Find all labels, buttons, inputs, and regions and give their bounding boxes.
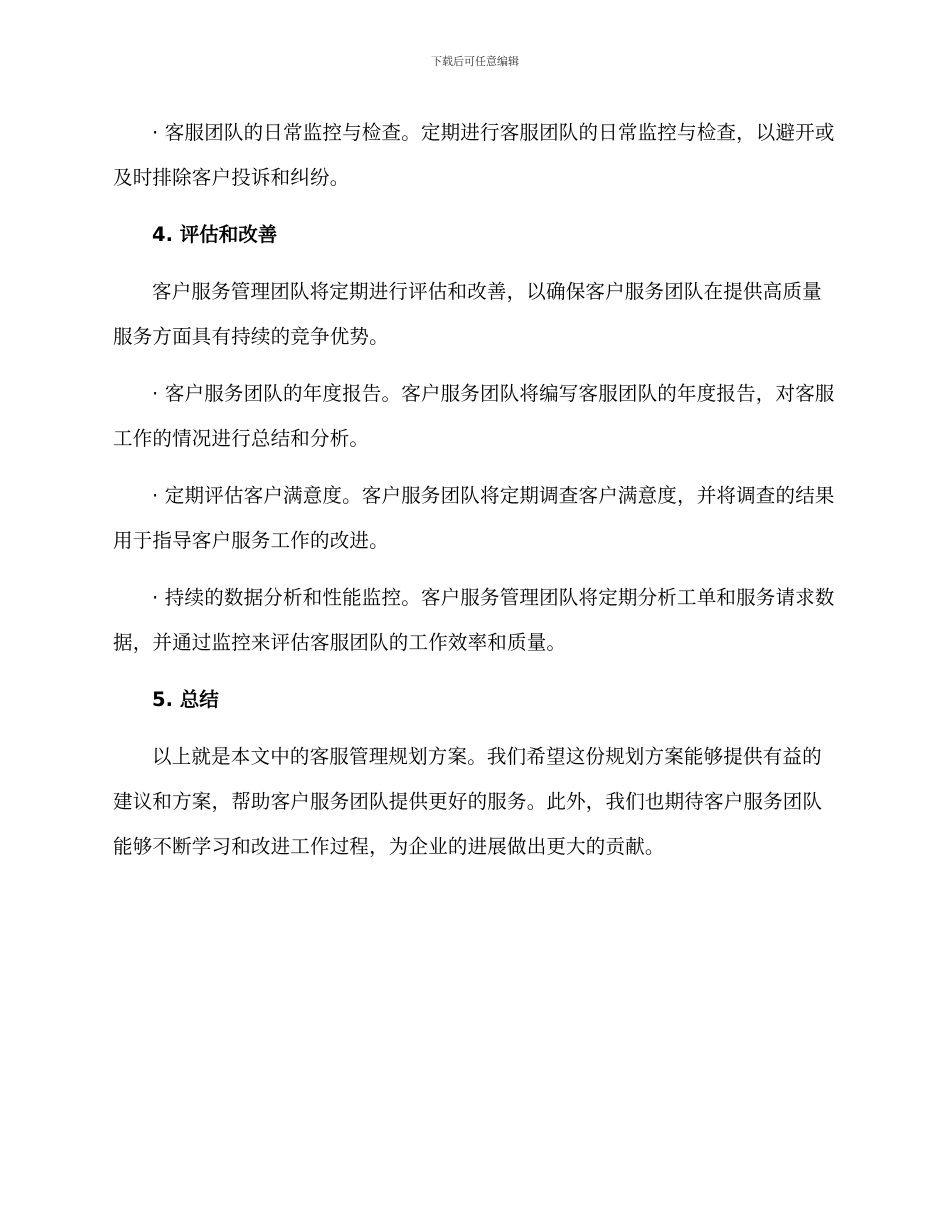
paragraph-annual-report: · 客户服务团队的年度报告。客户服务团队将编写客服团队的年度报告，对客服工作的情况进行总结和分析。 — [113, 382, 835, 450]
paragraph-summary: 以上就是本文中的客服管理规划方案。我们希望这份规划方案能够提供有益的建议和方案，帮助客户服务团队提供更好的服务。此外，我们也期待客户服务团队能够不断学习和改进工作过程，为企业的进展做出更大的贡献。 — [113, 745, 823, 858]
paragraph-evaluation-intro: 客户服务管理团队将定期进行评估和改善，以确保客户服务团队在提供高质量服务方面具有持续的竞争优势。 — [113, 280, 822, 348]
paragraph-daily-monitoring: · 客服团队的日常监控与检查。定期进行客服团队的日常监控与检查，以避开或及时排除客户投诉和纠纷。 — [113, 121, 835, 189]
section-heading-summary: 5. 总结 — [152, 688, 219, 711]
paragraph-data-analysis: · 持续的数据分析和性能监控。客户服务管理团队将定期分析工单和服务请求数据，并通过监控来评估客服团队的工作效率和质量。 — [113, 586, 835, 654]
section-heading-evaluation: 4. 评估和改善 — [152, 223, 278, 246]
document-body — [113, 110, 835, 881]
paragraph-satisfaction-survey: · 定期评估客户满意度。客户服务团队将定期调查客户满意度，并将调查的结果用于指导客户服务工作的改进。 — [113, 484, 835, 552]
page-header: 下载后可任意编辑 — [431, 55, 519, 68]
